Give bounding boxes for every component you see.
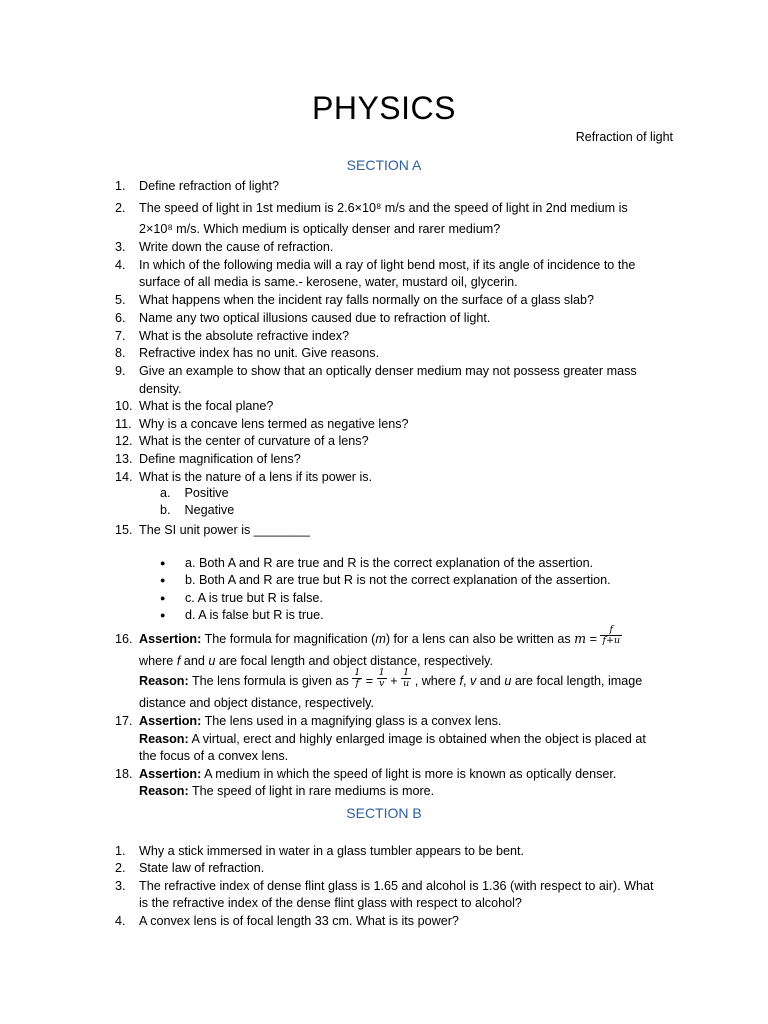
item-number: 1. <box>115 179 126 193</box>
item-text: In which of the following media will a ray of light bend most, if its angle of incidence to the <box>139 258 636 272</box>
item-text: surface of all media is same.- kerosene, water, mustard oil, glycerin. <box>139 275 518 289</box>
item-number: 3. <box>115 240 126 254</box>
item-number: 10. <box>115 399 133 413</box>
bullet-option: ● b. Both A and R are true but R is not the correct explanation of the assertion. <box>160 573 611 587</box>
item-text: Write down the cause of refraction. <box>139 240 334 254</box>
item-number: 1. <box>115 844 126 858</box>
item-text: The refractive index of dense flint glass is 1.65 and alcohol is 1.36 (with respect to air). What <box>139 879 654 893</box>
item-text: Name any two optical illusions caused due to refraction of light. <box>139 311 491 325</box>
item-text: Why a stick immersed in water in a glass tumbler appears to be bent. <box>139 844 524 858</box>
item-number: 6. <box>115 311 126 325</box>
item-text: What is the absolute refractive index? <box>139 329 350 343</box>
section-a-heading: SECTION A <box>346 157 422 173</box>
item-text: What is the center of curvature of a lens? <box>139 434 369 448</box>
bullet-option: ● d. A is false but R is true. <box>160 608 324 622</box>
item-number: 4. <box>115 914 126 928</box>
page-subtitle: Refraction of light <box>575 130 673 144</box>
item-text: What is the focal plane? <box>139 399 274 413</box>
item-number: 2. <box>115 861 126 875</box>
item-text: is the refractive index of the dense flint glass with respect to alcohol? <box>139 896 522 910</box>
item-number: 8. <box>115 346 126 360</box>
item-number: 12. <box>115 434 133 448</box>
item-text: A convex lens is of focal length 33 cm. What is its power? <box>139 914 459 928</box>
item-number: 4. <box>115 258 126 272</box>
sub-option-a: a. Positive <box>160 486 229 500</box>
item-text: Refractive index has no unit. Give reasons. <box>139 346 380 360</box>
item-text: Define magnification of lens? <box>139 452 301 466</box>
section-b-heading: SECTION B <box>346 805 422 821</box>
item-number: 13. <box>115 452 133 466</box>
item-text: 2×10⁸ m/s. Which medium is optically denser and rarer medium? <box>139 222 501 236</box>
bullet-option: ● a. Both A and R are true and R is the correct explanation of the assertion. <box>160 556 593 570</box>
item-text: What happens when the incident ray falls normally on the surface of a glass slab? <box>139 293 595 307</box>
item-number: 7. <box>115 329 126 343</box>
item-text: Define refraction of light? <box>139 179 280 193</box>
item-text: Give an example to show that an optically denser medium may not possess greater mass <box>139 364 637 378</box>
sub-option-b: b. Negative <box>160 503 235 517</box>
item-number: 9. <box>115 364 126 378</box>
item-number: 5. <box>115 293 126 307</box>
item-number: 2. <box>115 201 126 215</box>
item-text: The speed of light in 1st medium is 2.6×10⁸ m/s and the speed of light in 2nd medium is <box>139 201 628 215</box>
item-text: Why is a concave lens termed as negative lens? <box>139 417 409 431</box>
item-text: What is the nature of a lens if its power is. <box>139 470 373 484</box>
bullet-option: ● c. A is true but R is false. <box>160 591 323 605</box>
item-number: 11. <box>115 417 132 431</box>
page-title: PHYSICS <box>312 90 456 126</box>
item-number: 14. <box>115 470 133 484</box>
item-text: State law of refraction. <box>139 861 265 875</box>
item-number: 3. <box>115 879 126 893</box>
item-text: density. <box>139 382 182 396</box>
